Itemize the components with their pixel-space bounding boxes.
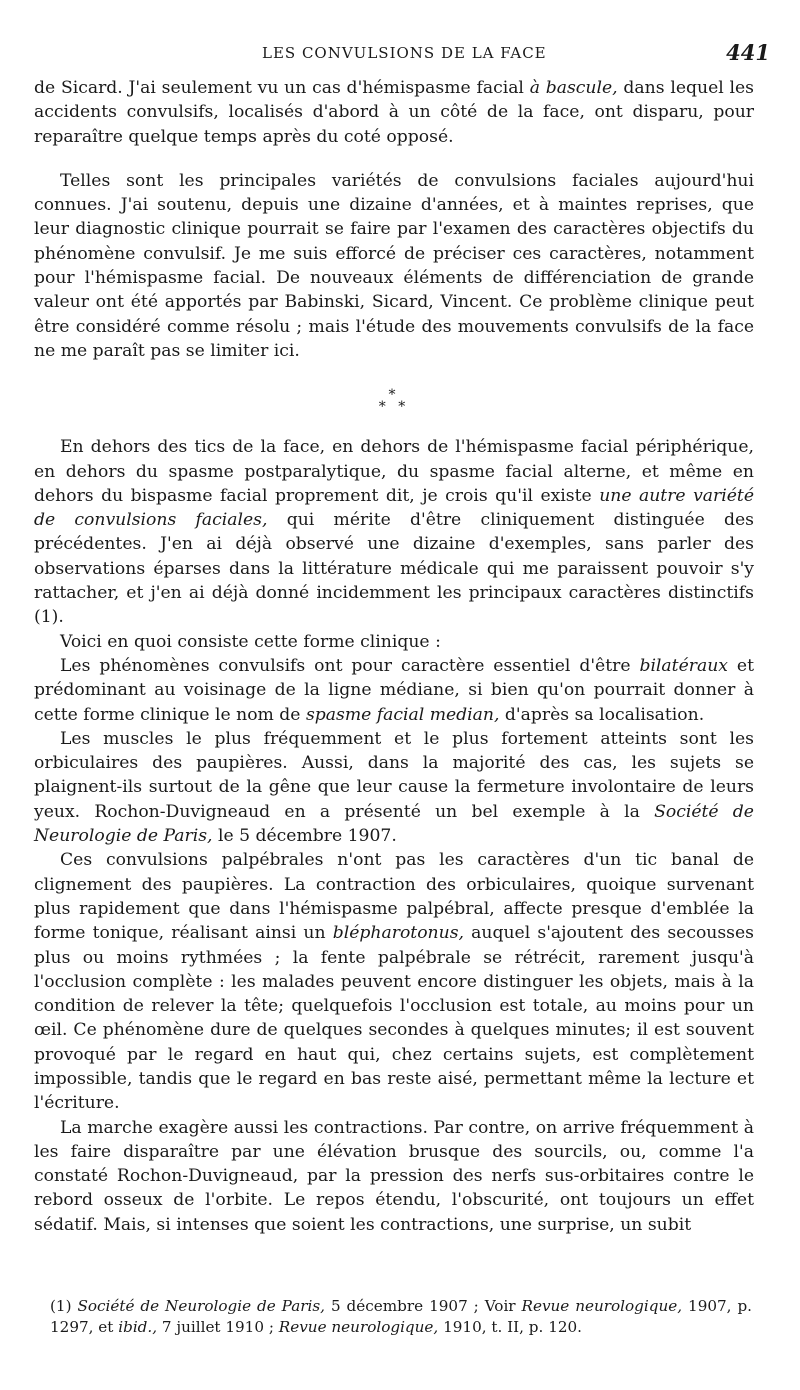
paragraph-3: En dehors des tics de la face, en dehors de l'hémispasme facial périphérique, en dehors du spasme postparalytique, du spasme facial alterne, et même en dehors du bispasme facial proprement dit, je crois qu'il existe une autre variété de convulsions faciales, qui mérite d'être cliniquement distinguée des précédentes. J'en ai déjà observé une dizaine d'exemples, sans parler des observations éparses dans la littérature médicale qui me paraissent pouvoir s'y rattacher, et j'en ai déjà donné incidemment les principaux caractères distinctifs (1). [34,437,755,628]
paragraph-6: Les muscles le plus fréquemment et le plus fortement atteints sont les orbiculaires des paupières. Aussi, dans la majorité des cas, les sujets se plaignent-ils surtout de la gêne que leur cause la fermeture involontaire de leurs yeux. Rochon-Duvigneaud en a présenté un bel exemple à la Société de Neurologie de Paris, le 5 décembre 1907. [34,728,754,847]
running-title: LES CONVULSIONS DE LA FACE [262,44,547,62]
paragraph-5: Les phénomènes convulsifs ont pour caractère essentiel d'être bilatéraux et prédominant au voisinage de la ligne médiane, si bien qu'on pourrait donner à cette forme clinique le nom de spasme facial median, d'après sa localisation. [34,655,754,725]
paragraph-4: Voici en quoi consiste cette forme clinique : [60,631,441,652]
paragraph-1: de Sicard. J'ai seulement vu un cas d'hémispasme facial à bascule, dans lequel les accidents convulsifs, localisés d'abord à un côté de la face, ont disparu, pour reparaître quelque temps après du coté opposé. [34,78,754,147]
paragraph-2: Telles sont les principales variétés de convulsions faciales aujourd'hui connues. J'ai soutenu, depuis une dizaine d'années, et à maintes reprises, que leur diagnostic clinique pourrait se faire par l'examen des caractères objectifs du phénomène convulsif. Je me suis efforcé de préciser ces caractères, notamment pour l'hémispasme facial. De nouveaux éléments de différenciation de grande valeur ont été apportés par Babinski, Sicard, Vincent. Ce problème clinique peut être considéré comme résolu ; mais l'étude des mouvements convulsifs de la face ne me paraît pas se limiter ici. [34,170,754,361]
paragraph-8: La marche exagère aussi les contractions. Par contre, on arrive fréquemment à les faire disparaître par une élévation brusque des sourcils, ou, comme l'a constaté Rochon-Duvigneaud, par la pression des nerfs sus-orbitaires contre le rebord osseux de l'orbite. Le repos étendu, l'obscurité, ont toujours un effet sédatif. Mais, si intenses que soient les contractions, une surprise, un subit [34,1117,754,1235]
running-head [0,40,800,68]
footnote: (1) Société de Neurologie de Paris, 5 décembre 1907 ; Voir Revue neurologique, 1907, p. 1297, et ibid., 7 juillet 1910 ; Revue neurologique, 1910, t. II, p. 120. [50,1297,753,1336]
section-asterism: * * * [378,387,410,416]
body-text [34,76,754,1237]
paragraph-7: Ces convulsions palpébrales n'ont pas les caractères d'un tic banal de clignement des paupières. La contraction des orbiculaires, quoique survenant plus rapidement que dans l'hémispasme palpébral, affecte presque d'emblée la forme tonique, réalisant ainsi un blépharotonus, auquel s'ajoutent des secousses plus ou moins rythmées ; la fente palpébrale se rétrécit, rarement jusqu'à l'occlusion complète : les malades peuvent encore distinguer les objets, mais à la condition de relever la tête; quelquefois l'occlusion est totale, au moins pour un œil. Ce phénomène dure de quelques secondes à quelques minutes; il est souvent provoqué par le regard en haut qui, chez certains sujets, est complètement impossible, tandis que le regard en bas reste aisé, permettant même la lecture et l'écriture. [34,850,754,1114]
page-number: 441 [726,40,770,65]
